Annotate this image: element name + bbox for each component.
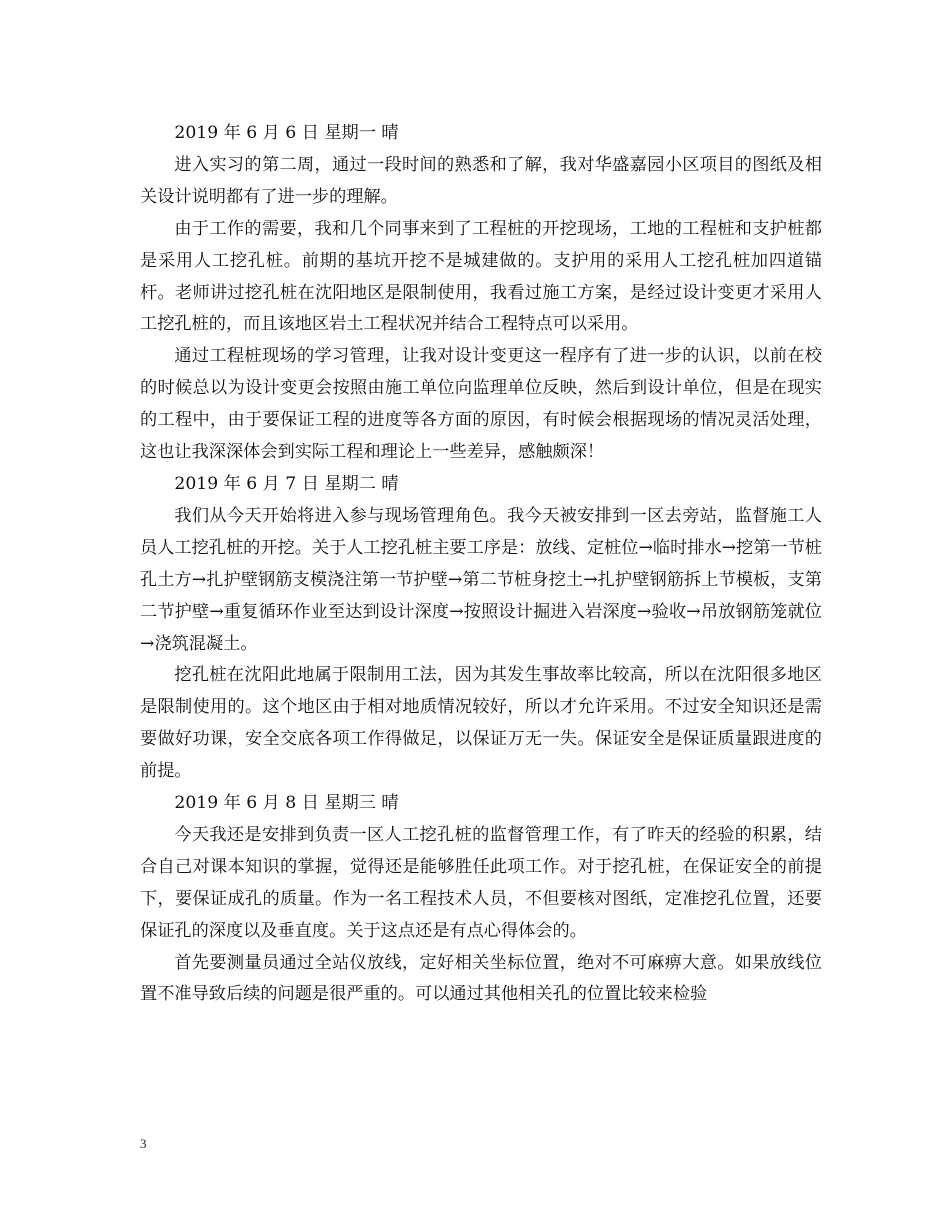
page-number: 3 bbox=[140, 1136, 147, 1151]
diary-date-heading: 2019 年 6 月 6 日 星期一 晴 bbox=[174, 123, 399, 143]
body-paragraph: 首先要测量员通过全站仪放线，定好相关坐标位置，绝对不可麻痹大意。如果放线位置不准导致后续的问题是很严重的。可以通过其他相关孔的位置比较来检验 bbox=[140, 952, 822, 1005]
body-paragraph: 由于工作的需要，我和几个同事来到了工程桩的开挖现场，工地的工程桩和支护桩都是采用人工挖孔桩。前期的基坑开挖不是城建做的。支护用的采用人工挖孔桩加四道锚杆。老师讲过挖孔桩在沈阳地区是限制使用，我看过施工方案，是经过设计变更才采用人工挖孔桩的，而且该地区岩土工程状况并结合工程特点可以采用。 bbox=[140, 218, 822, 335]
body-paragraph: 挖孔桩在沈阳此地属于限制用工法，因为其发生事故率比较高，所以在沈阳很多地区是限制使用的。这个地区由于相对地质情况较好，所以才允许采用。不过安全知识还是需要做好功课，安全交底各项工作得做足，以保证万无一失。保证安全是保证质量跟进度的前提。 bbox=[140, 665, 822, 782]
body-paragraph: 进入实习的第二周，通过一段时间的熟悉和了解，我对华盛嘉园小区项目的图纸及相关设计说明都有了进一步的理解。 bbox=[140, 154, 822, 207]
body-paragraph: 今天我还是安排到负责一区人工挖孔桩的监督管理工作，有了昨天的经验的积累，结合自己对课本知识的掌握，觉得还是能够胜任此项工作。对于挖孔桩，在保证安全的前提下，要保证成孔的质量。作为一名工程技术人员，不但要核对图纸，定准挖孔位置，还要保证孔的深度以及垂直度。关于这点还是有点心得体会的。 bbox=[140, 824, 822, 941]
diary-date-heading: 2019 年 6 月 7 日 星期二 晴 bbox=[174, 473, 399, 494]
document-body bbox=[140, 118, 822, 1011]
diary-date-heading: 2019 年 6 月 8 日 星期三 晴 bbox=[174, 793, 399, 814]
body-paragraph: 我们从今天开始将进入参与现场管理角色。我今天被安排到一区去旁站，监督施工人员人工挖孔桩的开挖。关于人工挖孔桩主要工序是：放线、定桩位→临时排水→挖第一节桩孔土方→扎护壁钢筋支模浇注第一节护壁→第二节桩身挖土→扎护壁钢筋拆上节模板，支第二节护壁→重复循环作业至达到设计深度→按照设计掘进入岩深度→验收→吊放钢筋笼就位→浇筑混凝土。 bbox=[140, 505, 822, 654]
body-paragraph: 通过工程桩现场的学习管理，让我对设计变更这一程序有了进一步的认识，以前在校的时候总以为设计变更会按照由施工单位向监理单位反映，然后到设计单位，但是在现实的工程中，由于要保证工程的进度等各方面的原因，有时候会根据现场的情况灵活处理，这也让我深深体会到实际工程和理论上一些差异，感触颇深！ bbox=[140, 346, 822, 463]
